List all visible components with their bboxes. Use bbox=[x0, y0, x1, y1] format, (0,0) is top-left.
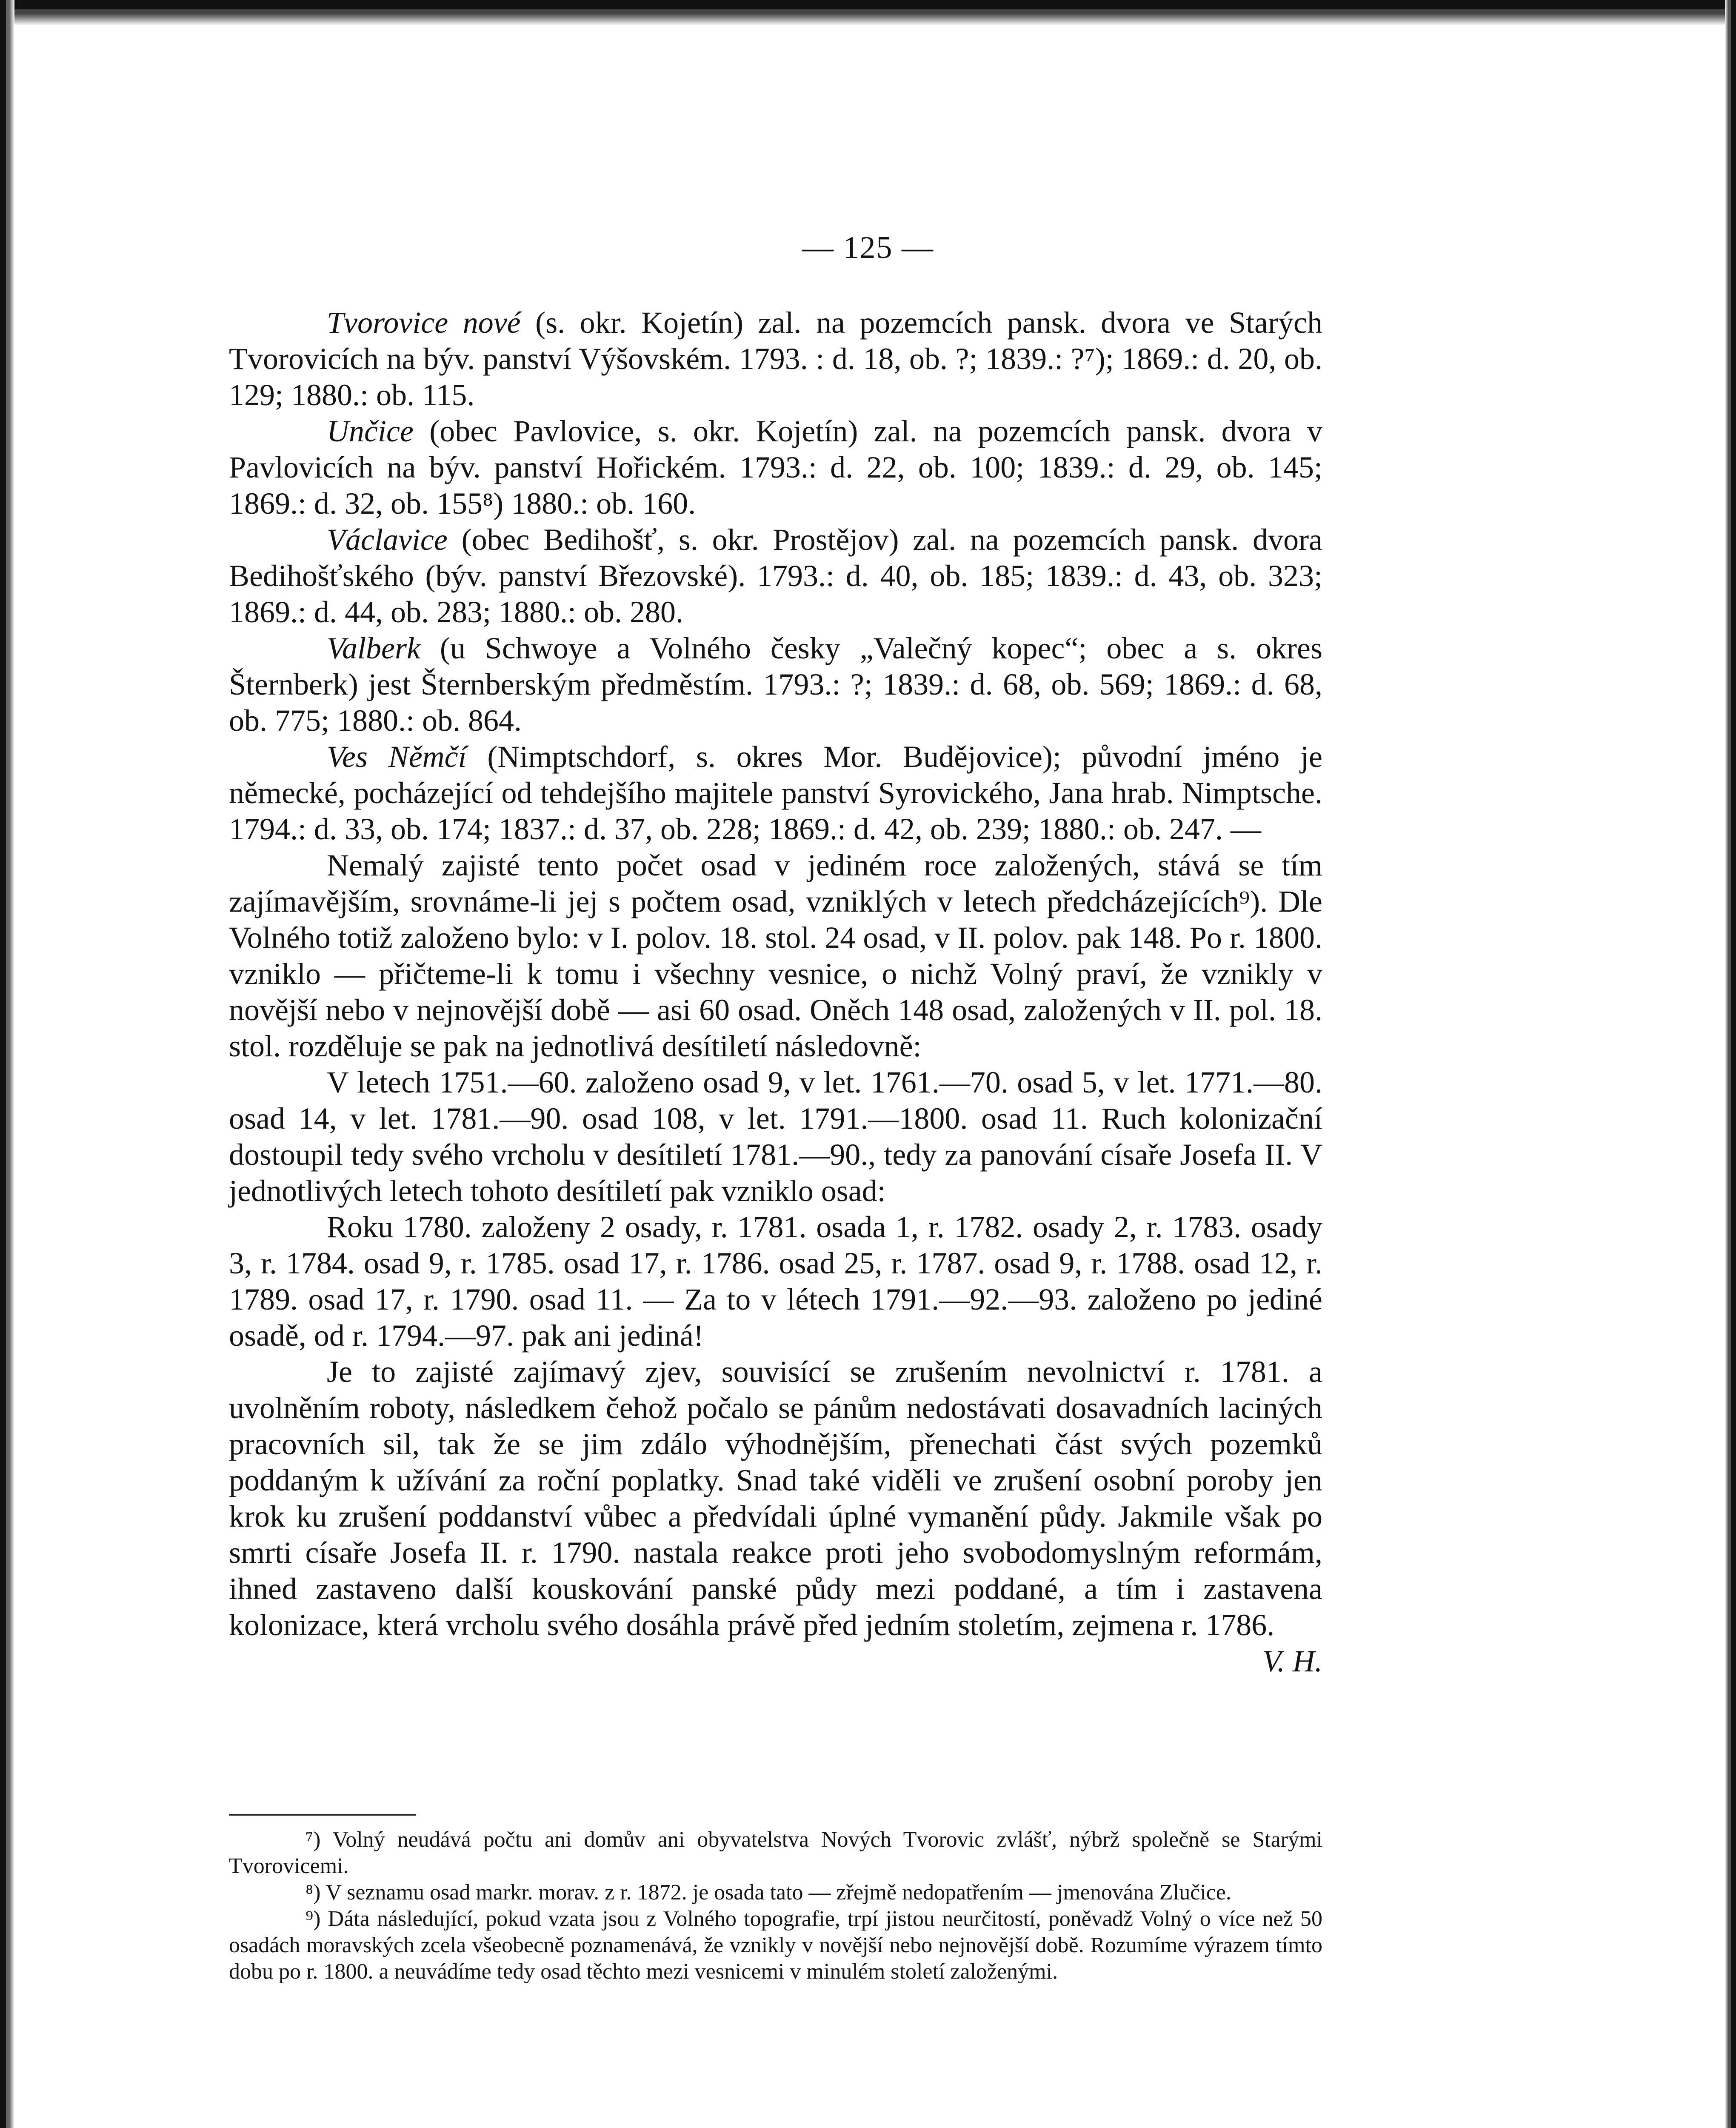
footnote-8: ⁸) V seznamu osad markr. morav. z r. 1872. je osada tato — zřejmě nedopatřením — jmenována Zlučice. bbox=[306, 1880, 1231, 1905]
main-text bbox=[229, 305, 1322, 1679]
entry-name: Valberk bbox=[327, 631, 420, 665]
paragraph-years: Roku 1780. založeny 2 osady, r. 1781. osada 1, r. 1782. osady 2, r. 1783. osady 3, r. 1784. osad 9, r. 1785. osad 17, r. 1786. osad 25, r. 1787. osad 9, r. 1788. osad 12, r. 1789. osad 17, r. 1790. osad 11. — Za to v létech 1791.—92.—93. založeno po jediné osadě, od r. 1794.—97. pak ani jediná! bbox=[229, 1210, 1322, 1353]
entry-ves-nemci bbox=[229, 739, 1322, 847]
paragraph-conclusion bbox=[229, 1354, 1322, 1678]
scan-border-left bbox=[0, 0, 14, 2128]
entry-vaclavice bbox=[229, 522, 1322, 630]
footnote-7: ⁷) Volný neudává počtu ani domův ani obyvatelstva Nových Tvorovic zvlášť, nýbrž společně se Starými Tvorovicemi. bbox=[229, 1828, 1322, 1878]
footnote-divider bbox=[229, 1814, 416, 1816]
entry-name: Unčice bbox=[327, 414, 414, 448]
entry-text: (obec Bedihošť, s. okr. Prostějov) zal. na pozemcích pansk. dvora Bedihošťského (býv. panství Březovské). 1793.: d. 40, ob. 185; 1839.: d. 43, ob. 323; 1869.: d. 44, ob. 283; 1880.: ob. 280. bbox=[229, 523, 1322, 629]
entry-text: (obec Pavlovice, s. okr. Kojetín) zal. na pozemcích pansk. dvora v Pavlovicích na býv. panství Hořickém. 1793.: d. 22, ob. 100; 1839.: d. 29, ob. 145; 1869.: d. 32, ob. 155⁸) 1880.: ob. 160. bbox=[229, 414, 1322, 521]
scan-border-top bbox=[0, 0, 1736, 26]
author-signature: V. H. bbox=[1262, 1644, 1322, 1678]
footnotes bbox=[229, 1827, 1322, 1985]
paragraph-conclusion-text: Je to zajisté zajímavý zjev, souvisící se zrušením nevolnictví r. 1781. a uvolněním roboty, následkem čehož počalo se pánům nedostávati dosavadních laciných pracovních sil, tak že se jim zdálo výhodnějším, přenechati část svých pozemků poddaným k užívání za roční poplatky. Snad také viděli ve zrušení osobní poroby jen krok ku zrušení poddanství vůbec a předvídali úplné vymanění půdy. Jakmile však po smrti císaře Josefa II. r. 1790. nastala reakce proti jeho svobodomyslným reformám, ihned zastaveno další kouskování panské půdy mezi poddané, a tím i zastavena kolonizace, která vrcholu svého dosáhla právě před jedním stoletím, zejmena r. 1786. bbox=[229, 1355, 1322, 1642]
page-number: — 125 — bbox=[802, 230, 934, 265]
paragraph-nemaly: Nemalý zajisté tento počet osad v jediném roce založených, stává se tím zajímavějším, srovnáme-li jej s počtem osad, vzniklých v letech předcházejících⁹). Dle Volného totiž založeno bylo: v I. polov. 18. stol. 24 osad, v II. polov. pak 148. Po r. 1800. vzniklo — přičteme-li k tomu i všechny vesnice, o nichž Volný praví, že vznikly v novější nebo v nejnovější době — asi 60 osad. Oněch 148 osad, založených v II. pol. 18. stol. rozděluje se pak na jednotlivá desítiletí následovně: bbox=[229, 848, 1322, 1063]
entry-name: Ves Němčí bbox=[327, 740, 467, 774]
entry-name: Tvorovice nové bbox=[327, 306, 521, 340]
entry-uncice bbox=[229, 413, 1322, 522]
scan-border-right bbox=[1725, 0, 1736, 2128]
footnote-9: ⁹) Dáta následující, pokud vzata jsou z Volného topografie, trpí jistou neurčitostí, poněvadž Volný o více než 50 osadách moravských zcela všeobecně poznamenává, že vznikly v novější nebo nejnovější době. Rozumíme výrazem tímto dobu po r. 1800. a neuvádíme tedy osad těchto mezi vesnicemi v minulém století založenými. bbox=[229, 1907, 1322, 1984]
entry-text: (s. okr. Kojetín) zal. na pozemcích pansk. dvora ve Starých Tvorovicích na býv. panství Výšovském. 1793. : d. 18, ob. ?; 1839.: ?⁷); 1869.: d. 20, ob. 129; 1880.: ob. 115. bbox=[229, 306, 1322, 412]
entry-valberk bbox=[229, 630, 1322, 739]
entry-name: Václavice bbox=[327, 523, 448, 557]
paragraph-decades: V letech 1751.—60. založeno osad 9, v let. 1761.—70. osad 5, v let. 1771.—80. osad 14, v let. 1781.—90. osad 108, v let. 1791.—1800. osad 11. Ruch kolonizační dostoupil tedy svého vrcholu v desítiletí 1781.—90., tedy za panování císaře Josefa II. V jednotlivých letech tohoto desítiletí pak vzniklo osad: bbox=[229, 1065, 1322, 1208]
entry-text: (u Schwoye a Volného česky „Valečný kopec“; obec a s. okres Šternberk) jest Šternberským předměstím. 1793.: ?; 1839.: d. 68, ob. 569; 1869.: d. 68, ob. 775; 1880.: ob. 864. bbox=[229, 631, 1322, 738]
entry-tvorovice bbox=[229, 305, 1322, 413]
entry-text: (Nimptschdorf, s. okres Mor. Budějovice); původní jméno je německé, pocházející od tehdejšího majitele panství Syrovického, Jana hrab. Nimptsche. 1794.: d. 33, ob. 174; 1837.: d. 37, ob. 228; 1869.: d. 42, ob. 239; 1880.: ob. 247. — bbox=[229, 740, 1322, 846]
